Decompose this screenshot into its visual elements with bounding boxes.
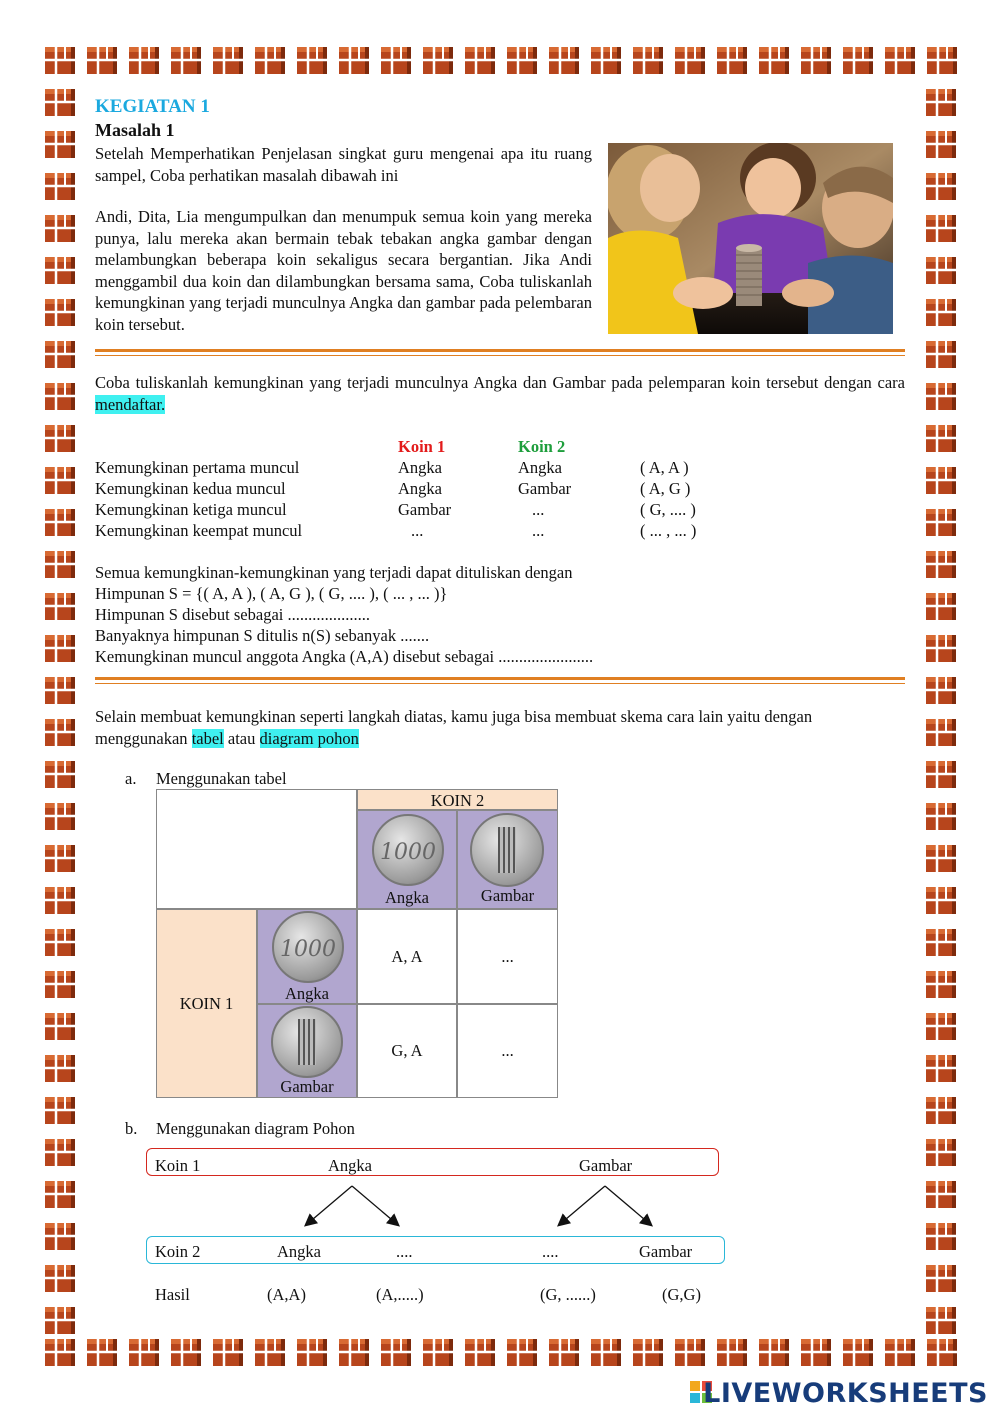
section-a-marker: a. xyxy=(125,769,137,788)
list-instruction: Coba tuliskanlah kemungkinan yang terjadi munculnya Angka dan Gambar pada pelemparan koin tersebut dengan cara mendaftar. xyxy=(95,373,905,414)
koin1-header: Koin 1 xyxy=(398,437,446,456)
col-label-angka: Angka xyxy=(385,888,429,907)
section-b-title: Menggunakan diagram Pohon xyxy=(156,1119,355,1138)
row-label: Kemungkinan pertama muncul xyxy=(95,458,300,477)
tree-koin2-label: Koin 2 xyxy=(155,1242,201,1261)
row-label-gambar: Gambar xyxy=(280,1077,334,1096)
col-label-gambar: Gambar xyxy=(480,886,535,905)
cell-ga: G, A xyxy=(357,1004,457,1098)
row-pair-blank[interactable]: ( G, .... ) xyxy=(640,500,696,519)
koin2-label: KOIN 2 xyxy=(430,791,485,810)
row-koin1-blank[interactable]: ... xyxy=(411,521,424,540)
activity-title: KEGIATAN 1 xyxy=(95,96,210,117)
row-pair: ( A, A ) xyxy=(640,458,689,477)
highlight-tabel: tabel xyxy=(191,729,224,748)
sample-space-count[interactable]: Banyaknya himpunan S ditulis n(S) sebanyak ....... xyxy=(95,626,430,645)
koin1-label: KOIN 1 xyxy=(179,994,234,1013)
row-koin2-blank[interactable]: ... xyxy=(532,521,545,540)
tree-result-gg: (G,G) xyxy=(662,1285,701,1304)
row-koin2-blank[interactable]: ... xyxy=(532,500,545,519)
tree-result-blank[interactable]: (G, ......) xyxy=(540,1285,596,1304)
alt-instruction-line1: Selain membuat kemungkinan seperti langkah diatas, kamu juga bisa membuat skema cara lain yaitu dengan xyxy=(95,707,813,726)
story-text: Andi, Dita, Lia mengumpulkan dan menumpuk semua koin yang mereka punya, lalu mereka akan bermain tebak tebakan angka gambar dengan melambungkan beberapa koin sekaligus secara bergantian. Jika Andi menggambil dua koin dan dilambungkan bersama sama, Coba tuliskanlah kemungkinan yang terjadi munculnya Angka dan gambar pada pelembaran koin tersebut. xyxy=(95,207,592,334)
koin2-header: Koin 2 xyxy=(518,437,566,456)
row-label-angka: Angka xyxy=(285,984,329,1003)
tree-koin2-gambar: Gambar xyxy=(639,1242,693,1261)
row-label: Kemungkinan kedua muncul xyxy=(95,479,286,498)
row-koin1: Gambar xyxy=(398,500,452,519)
tree-result-label: Hasil xyxy=(155,1285,190,1304)
tree-koin1-angka: Angka xyxy=(328,1156,372,1175)
tree-result-blank[interactable]: (A,.....) xyxy=(376,1285,424,1304)
row-koin2: Gambar xyxy=(518,479,572,498)
summary-line: Semua kemungkinan-kemungkinan yang terjadi dapat dituliskan dengan xyxy=(95,563,573,582)
tree-koin1-label: Koin 1 xyxy=(155,1156,201,1175)
sample-space-name[interactable]: Himpunan S disebut sebagai .................... xyxy=(95,605,370,624)
row-koin1: Angka xyxy=(398,479,442,498)
row-koin2: Angka xyxy=(518,458,562,477)
cell-aa: A, A xyxy=(357,909,457,1004)
tree-koin2-blank[interactable]: .... xyxy=(396,1242,413,1261)
row-label: Kemungkinan keempat muncul xyxy=(95,521,303,540)
problem-title: Masalah 1 xyxy=(95,120,175,140)
liveworksheets-watermark: LIVEWORKSHEETS xyxy=(703,1378,988,1409)
intro-text: Setelah Memperhatikan Penjelasan singkat guru mengenai apa itu ruang sampel, Coba perhatikan masalah dibawah ini xyxy=(95,144,592,185)
highlight-diagram-pohon: diagram pohon xyxy=(259,729,359,748)
alt-instruction-line2: menggunakan tabel atau diagram pohon xyxy=(95,729,359,748)
tree-koin2-blank[interactable]: .... xyxy=(542,1242,559,1261)
sample-point-name[interactable]: Kemungkinan muncul anggota Angka (A,A) disebut sebagai ....................... xyxy=(95,647,594,666)
highlight-mendaftar: mendaftar. xyxy=(95,394,166,414)
tree-koin2-angka: Angka xyxy=(277,1242,321,1261)
cell-gg-blank[interactable]: ... xyxy=(457,1004,558,1098)
coin-1000-icon: 1000 xyxy=(272,911,344,983)
row-koin1: Angka xyxy=(398,458,442,477)
row-pair: ( A, G ) xyxy=(640,479,691,498)
cell-ag-blank[interactable]: ... xyxy=(457,909,558,1004)
row-pair-blank[interactable]: ( ... , ... ) xyxy=(640,521,697,540)
tree-result-aa: (A,A) xyxy=(267,1285,306,1304)
tree-koin1-gambar: Gambar xyxy=(579,1156,633,1175)
row-label: Kemungkinan ketiga muncul xyxy=(95,500,287,519)
sample-space-set[interactable]: Himpunan S = {( A, A ), ( A, G ), ( G, .... ), ( ... , ... )} xyxy=(95,584,448,603)
section-b-marker: b. xyxy=(125,1119,138,1138)
coin-1000-icon: 1000 xyxy=(372,814,444,886)
section-a-title: Menggunakan tabel xyxy=(156,769,287,788)
